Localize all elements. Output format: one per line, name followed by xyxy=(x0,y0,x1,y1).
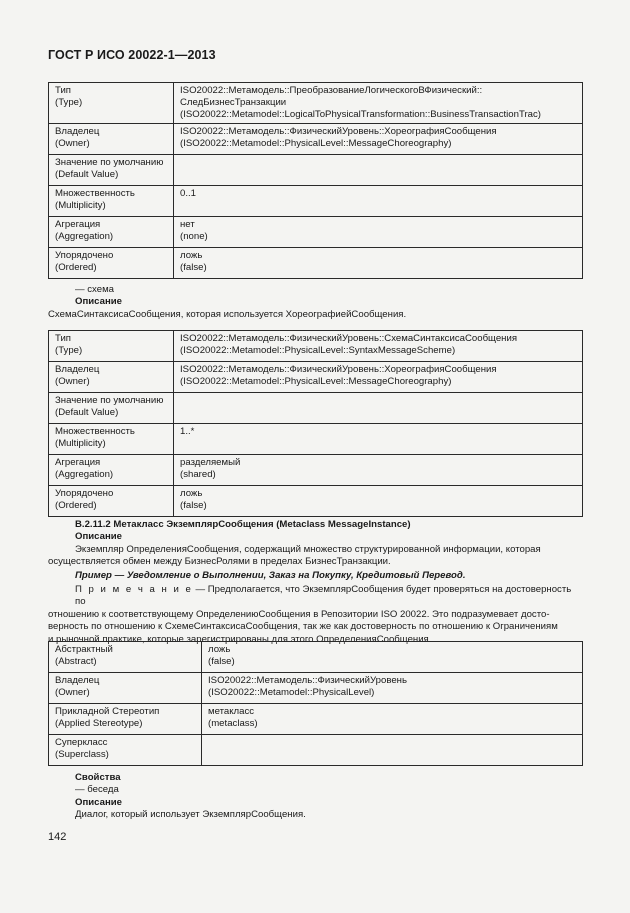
table-row xyxy=(49,393,583,424)
description-heading: Описание xyxy=(75,531,122,543)
table-row xyxy=(49,704,583,735)
property-value-cell xyxy=(174,124,583,155)
table-row xyxy=(49,486,583,517)
property-value-cell xyxy=(174,186,583,217)
property-name: Владелец xyxy=(55,675,100,686)
schema-block xyxy=(48,284,583,321)
property-name-cell xyxy=(49,217,174,248)
property-value-cell xyxy=(174,424,583,455)
property-name: Владелец xyxy=(55,126,100,137)
property-name: Прикладной Стереотип xyxy=(55,706,160,717)
property-value-cell xyxy=(202,704,583,735)
property-name-en: (Owner) xyxy=(55,376,90,387)
property-name-en: (Superclass) xyxy=(55,749,109,760)
property-value: ISO20022::Метамодель::ПреобразованиеЛогическогоВФизический:: xyxy=(180,85,483,96)
table-row xyxy=(49,455,583,486)
property-value-cell xyxy=(174,248,583,279)
property-value: ISO20022::Метамодель::ФизическийУровень::ХореографияСообщения xyxy=(180,126,497,137)
property-value-cell xyxy=(174,455,583,486)
property-value: ISO20022::Метамодель::ФизическийУровень::СхемаСинтаксисаСообщения xyxy=(180,333,518,344)
section-block xyxy=(48,519,583,646)
note-line xyxy=(48,584,583,609)
property-value: ложь xyxy=(180,250,203,261)
property-value: ложь xyxy=(180,488,203,499)
description-heading: Описание xyxy=(75,296,122,308)
property-name-cell xyxy=(49,486,174,517)
property-name-en: (Ordered) xyxy=(55,500,97,511)
description-line: Экземпляр ОпределенияСообщения, содержащий множество структурированной информации, которая xyxy=(75,543,541,555)
property-name: Тип xyxy=(55,85,71,96)
list-item-schema: — схема xyxy=(75,284,115,295)
property-value: СледБизнесТранзакции xyxy=(180,97,287,108)
property-value-cell xyxy=(174,393,583,424)
property-name-cell xyxy=(49,424,174,455)
property-value-cell xyxy=(174,362,583,393)
note-line: и рыночной практике, которые зарегистрированы для этого ОпределенияСообщения. xyxy=(48,633,432,645)
description-text: СхемаСинтаксисаСообщения, которая используется ХореографиейСообщения. xyxy=(48,308,407,320)
property-name-en: (Aggregation) xyxy=(55,469,114,480)
property-value-cell xyxy=(174,217,583,248)
property-name: Множественность xyxy=(55,426,135,437)
description-text: Диалог, который использует ЭкземплярСообщения. xyxy=(75,809,306,821)
property-value: (false) xyxy=(208,656,235,667)
property-value-cell xyxy=(202,673,583,704)
property-name: Значение по умолчанию xyxy=(55,395,164,406)
property-value: (false) xyxy=(180,500,207,511)
property-value: нет xyxy=(180,219,195,230)
example-text: Пример — Уведомление о Выполнении, Заказ на Покупку, Кредитовый Перевод. xyxy=(75,569,466,581)
property-name-en: (Owner) xyxy=(55,138,90,149)
attribute-table-2 xyxy=(48,330,583,517)
property-name-cell xyxy=(49,248,174,279)
table-row xyxy=(49,735,583,766)
attribute-table-1 xyxy=(48,82,583,279)
property-value: метакласс xyxy=(208,706,255,717)
property-value-cell xyxy=(202,735,583,766)
property-name-cell xyxy=(49,186,174,217)
note-line: верность по отношению к СхемеСинтаксисаСообщения, так же как достоверность по отношению к Ограничениям xyxy=(48,621,558,633)
property-name-cell xyxy=(49,331,174,362)
description-line: осуществляется обмен между БизнесРолями в пределах БизнесТранзакции. xyxy=(48,556,391,568)
property-name: Суперкласс xyxy=(55,737,108,748)
property-value-cell xyxy=(174,155,583,186)
property-name-en: (Ordered) xyxy=(55,262,97,273)
table-row xyxy=(49,186,583,217)
attribute-table-3 xyxy=(48,641,583,766)
property-value: (ISO20022::Metamodel::PhysicalLevel::MessageChoreography) xyxy=(180,376,452,387)
property-value: (metaclass) xyxy=(208,718,258,729)
table-row xyxy=(49,248,583,279)
note-line: отношению к соответствующему ОпределениюСообщения в Репозитории ISO 20022. Это подразумевает досто- xyxy=(48,608,550,620)
note-label: П р и м е ч а н и е xyxy=(75,584,193,596)
property-name-cell xyxy=(49,362,174,393)
property-name-cell xyxy=(49,673,202,704)
property-name-en: (Type) xyxy=(55,97,83,108)
table-row xyxy=(49,424,583,455)
page-number: 142 xyxy=(48,831,67,843)
property-value-cell xyxy=(174,486,583,517)
property-value: (ISO20022::Metamodel::PhysicalLevel) xyxy=(208,687,375,698)
property-name: Упорядочено xyxy=(55,488,114,499)
note-text: — Предполагается, что ЭкземплярСообщения будет проверяться на достоверность по xyxy=(75,584,572,608)
property-value: (ISO20022::Metamodel::PhysicalLevel::SyntaxMessageScheme) xyxy=(180,345,456,356)
property-name-en: (Type) xyxy=(55,345,83,356)
property-value: (ISO20022::Metamodel::LogicalToPhysicalTransformation::BusinessTransactionTrac) xyxy=(180,109,541,120)
property-name-cell xyxy=(49,735,202,766)
property-value: разделяемый xyxy=(180,457,241,468)
property-name-cell xyxy=(49,642,202,673)
property-value: (none) xyxy=(180,231,208,242)
document-header: ГОСТ Р ИСО 20022-1—2013 xyxy=(48,48,216,62)
property-name-en: (Multiplicity) xyxy=(55,438,106,449)
property-value: (shared) xyxy=(180,469,216,480)
property-name-en: (Applied Stereotype) xyxy=(55,718,143,729)
table-row xyxy=(49,673,583,704)
property-name-en: (Abstract) xyxy=(55,656,97,667)
table-row xyxy=(49,331,583,362)
property-name: Владелец xyxy=(55,364,100,375)
property-value: 0..1 xyxy=(180,188,197,199)
property-name: Абстрактный xyxy=(55,644,113,655)
property-name: Упорядочено xyxy=(55,250,114,261)
property-name-cell xyxy=(49,393,174,424)
property-name-en: (Default Value) xyxy=(55,407,119,418)
description-heading: Описание xyxy=(75,796,122,808)
table-row xyxy=(49,124,583,155)
property-value: ISO20022::Метамодель::ФизическийУровень xyxy=(208,675,407,686)
table-row xyxy=(49,362,583,393)
property-name-en: (Aggregation) xyxy=(55,231,114,242)
property-value-cell xyxy=(174,331,583,362)
property-name-en: (Multiplicity) xyxy=(55,200,106,211)
property-name-cell xyxy=(49,155,174,186)
list-item-conversation: — беседа xyxy=(75,784,119,796)
property-value: ISO20022::Метамодель::ФизическийУровень::ХореографияСообщения xyxy=(180,364,497,375)
properties-heading: Свойства xyxy=(75,772,121,783)
section-heading: В.2.11.2 Метакласс ЭкземплярСообщения (Metaclass MessageInstance) xyxy=(75,519,411,530)
property-name-cell xyxy=(49,455,174,486)
table-row xyxy=(49,217,583,248)
property-name: Агрегация xyxy=(55,457,101,468)
property-name-en: (Default Value) xyxy=(55,169,119,180)
property-value: (ISO20022::Metamodel::PhysicalLevel::MessageChoreography) xyxy=(180,138,452,149)
properties-block xyxy=(48,772,583,822)
property-value: (false) xyxy=(180,262,207,273)
property-value-cell xyxy=(202,642,583,673)
table-row xyxy=(49,155,583,186)
property-name-cell xyxy=(49,124,174,155)
property-name: Тип xyxy=(55,333,71,344)
table-row xyxy=(49,83,583,124)
property-value-cell xyxy=(174,83,583,124)
property-name-en: (Owner) xyxy=(55,687,90,698)
table-row xyxy=(49,642,583,673)
property-name: Значение по умолчанию xyxy=(55,157,164,168)
property-value: 1..* xyxy=(180,426,195,437)
property-name-cell xyxy=(49,83,174,124)
property-value: ложь xyxy=(208,644,231,655)
property-name: Агрегация xyxy=(55,219,101,230)
property-name-cell xyxy=(49,704,202,735)
property-name: Множественность xyxy=(55,188,135,199)
